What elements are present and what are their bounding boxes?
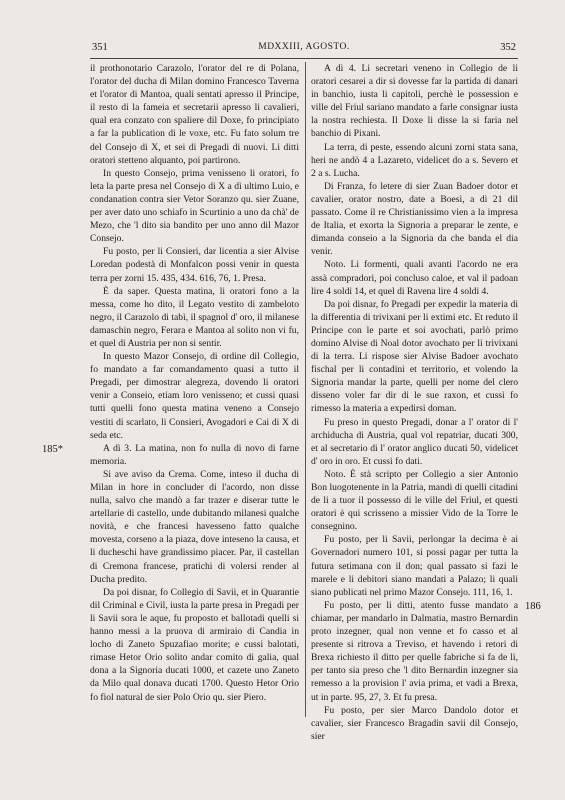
paragraph: In questo Consejo, prima venisseno li oratori, fo leta la parte presa nel Consejo di X a dì ultimo Luio, e condanation contra sier Vetor Soranzo qu. sier Zuane, per aver dato uno schiafo in Scurtinio a uno da chà' de Mezo, che 'l dito sia bandito per uno anno dil Mazor Consejo. xyxy=(90,167,299,245)
column-divider xyxy=(305,62,306,717)
paragraph: Di Franza, fo letere di sier Zuan Badoer dotor et cavalier, orator nostro, date a Boesì, a dì 21 dil passato. Come il re Christianissimo vien a la impresa de Italia, et exorta la Signoria a preparar le zente, e dimanda conseio a la Signoria da che banda el dia venir. xyxy=(311,180,518,258)
paragraph: Noto. È stà scripto per Collegio a sier Antonio Bon luogotenente in la Patria, mandi di quelli citadini de li a tuor il possesso di le ville del Friul, et questi oratori è qui scrisseno a missier Vido de la Torre le consegnino. xyxy=(311,468,518,533)
paragraph: A dì 4. Li secretari veneno in Collegio de li oratori cesarei a dir si dovesse far la partida di danari in banchio, iusta li capitoli, perchè le possession e ville del Friul sariano mandato a farle consignar iusta la nostra rechiesta. Il Doxe li disse la si faria nel banchio di Pixani. xyxy=(311,63,518,140)
paragraph: La terra, di peste, essendo alcuni zorni stata sana, heri ne andò 4 a Lazareto, videlicet do a s. Severo et 2 a s. Lucha. xyxy=(311,141,518,179)
paragraph: In questo Mazor Consejo, di ordine dil Collegio, fo mandato a far comandamento quasi a tutto il Pregadi, per dimostrar alegreza, dovendo li oratori venir a Conseio, etiam loro venisseno; et cussi quasi tutti quelli fono questa matina veneno a Consejo vestiti di scarlato, li Consieri, Avogadori e Cai di X di seda etc. xyxy=(90,351,299,441)
paragraph: Da poi disnar, fo Pregadi per expedir la materia di la differentia di trivixani per li extimi etc. Et reduto il Principe con le parte et soi avochati, parlò primo domino Alvise di Noal dotor avochato per li trivixani di la terra. Li rispose sier Alvise Badoer avochato fischal per li contadini et territorio, et volendo la Signoria mandar la parte, quelli per nome del clero disseno voler far dir di le sue raxon, et cussì fo rimesso la materia a expedirsi doman. xyxy=(311,298,518,415)
margin-note-left: 185* xyxy=(42,444,63,455)
running-title: MDXXIII, AGOSTO. xyxy=(258,42,350,52)
paragraph: il prothonotario Carazolo, l'orator del re di Polana, l'orator del ducha di Milan domino Francesco Taverna et l'orator di Mantoa, quali sentati apresso il Principe, il resto di la fameia et secretarii apresso li cavalieri, qual era conzato con spaliere dil Doxe, fo principiato a far la publication di le voxe, etc. Fu fato solum tre del Consejo di X, et sei di Pregadi di nuovi. Li ditti oratori stetteno alquanto, poi partirono. xyxy=(90,63,299,166)
paragraph: Fu posto, per li ditti, atento fusse mandato a chiamar, per mandarlo in Dalmatia, mastro Bernardin proto inzegner, qual non venne et fo casso et al presente si ritrova a Treviso, et havendo i retori di Brexa richiesto il ditto per quelle fabriche si fa de lì, per tanto sia preso che 'l dito Bernardin inzegner sia remesso a la provision l' avia prima, et vadi a Brexa, ut in parte. 95, 27, 3. Et fu presa. xyxy=(311,599,518,703)
paragraph: Fu posto, per li Consieri, dar licentia a sier Alvise Loredan podestà di Monfalcon possi venir in questa terra per zorni 15. 435, 434. 616, 76, 1. Presa. xyxy=(90,246,299,284)
paragraph: Da poi disnar, fo Collegio di Savii, et in Quarantie dil Criminal e Civil, iusta la parte presa in Pregadi per li Savii sora le aque, fu proposto et ballotadi quelli si hanno messi a la pruova di armiraio di Candia in locho di Zaneto Spuzafiao morite; e cussi balotati, rimase Hetor Orio solito andar comito di galia, qual dona a la Signoria ducati 1000, et cazete uno Zaneto da Milo qual donava ducati 1700. Questo Hetor Orio fo fiol natural de sier Polo Orio qu. sier Piero. xyxy=(90,586,299,703)
page-number-left: 351 xyxy=(92,42,108,53)
paragraph: A dì 3. La matina, non fo nulla di novo di farne memoria. xyxy=(90,442,299,467)
page-header xyxy=(92,42,516,56)
paragraph: Noto. Li formenti, quali avanti l'acordo ne era assà compradori, poi concluso caloe, et val il padoan lire 4 soldi 14, et quel di Ravena lire 4 soldi 4. xyxy=(311,259,518,297)
paragraph: È da saper. Questa matina, li oratori fono a la messa, come ho dito, il Legato vestito di zambeloto negro, il Carazolo di tabì, il spagnol d' oro, il milanese damaschin negro, Ferara e Mantoa al solito non vi fu, et quel di Austria per non si sentir. xyxy=(90,285,299,349)
margin-note-right: 186 xyxy=(525,601,541,612)
paragraph: Fu posto, per li Savii, perlongar la decima è ai Governadori numero 101, si possi pagar per tutta la futura setimana con il don; qual passato si fazi le marele e li debitori siano mandati a Palazo; li quali siano publicati nel primo Mazor Consejo. 111, 16, 1. xyxy=(311,534,518,598)
paragraph: Fu preso in questo Pregadi, donar a l' orator di l' archiducha di Austria, qual vol repatriar, ducati 300, et al secretario di l' orator anglico ducati 50, videlicet d' oro in oro. Et cussì fo dati. xyxy=(311,416,518,467)
paragraph: Fu posto, per sier Marco Dandolo dotor et cavalier, sier Francesco Bragadin savii dil Consejo, sier xyxy=(311,704,518,742)
paragraph: Si ave aviso da Crema. Come, inteso il ducha di Milan in hore in concluder di l'acordo, non disse nulla, salvo che mandò a far trazer e diserar tutte le artellarie di castello, unde dubitando milanesi qualche novità, e che francesi havesseno fatto qualche movesta, corseno a la piaza, dove inteseno la causa, et li ducheschi have grandissimo piacer. Par, il castellan di Cremona francese, pratichi di volersi render al Ducha predito. xyxy=(90,468,299,585)
right-column xyxy=(311,62,518,743)
left-column xyxy=(90,62,299,704)
header-rule xyxy=(90,58,518,59)
page-number-right: 352 xyxy=(500,42,516,53)
